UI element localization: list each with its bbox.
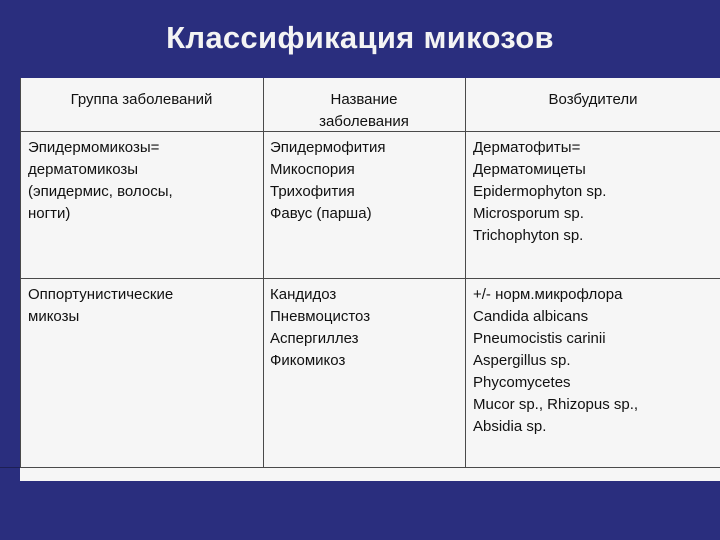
cell-line: Absidia sp. [473,418,547,435]
header-line: Группа заболеваний [70,91,213,108]
table-header-disease [263,89,465,133]
cell-line: Эпидермофития [270,139,386,156]
cell-line: Phycomycetes [473,374,571,391]
cell-line: Trichophyton sp. [473,227,584,244]
row-2-diseases [270,284,460,372]
cell-line: Фавус (парша) [270,205,372,222]
cell-line: Микоспория [270,161,355,178]
row-2-group [28,284,258,328]
table-bottom-border [20,467,720,468]
cell-line: Pneumocistis carinii [473,330,606,347]
cell-line: дерматомикозы [28,161,139,178]
cell-line: Candida albicans [473,308,589,325]
cell-line: Дерматомицеты [473,161,586,178]
cell-line: микозы [28,308,80,325]
bottom-footer-strip [0,481,720,540]
header-line: заболевания [319,113,409,130]
row-1-agents [473,137,713,247]
slide-header [0,0,720,78]
cell-line: Пневмоцистоз [270,308,371,325]
column-divider-1 [263,78,264,467]
cell-line: Дерматофиты= [473,139,581,156]
cell-line: Трихофития [270,183,355,200]
cell-line: (эпидермис, волосы, [28,183,173,200]
cell-line: Аспергиллез [270,330,359,347]
row-divider [20,278,720,279]
column-divider-2 [465,78,466,467]
page-title: Классификация микозов [166,20,554,55]
cell-line: Microsporum sp. [473,205,584,222]
row-1-diseases [270,137,460,225]
row-1-group [28,137,258,225]
table-header-agents [465,89,720,111]
cell-line: Оппортунистические [28,286,174,303]
cell-line: Эпидермомикозы= [28,139,160,156]
cell-line: Mucor sp., Rhizopus sp., [473,396,639,413]
header-line: Название [330,91,398,108]
header-line: Возбудители [548,91,638,108]
row-2-agents [473,284,713,438]
cell-line: Epidermophyton sp. [473,183,607,200]
cell-line: Aspergillus sp. [473,352,571,369]
table-border-left [20,78,21,467]
cell-line: +/- норм.микрофлора [473,286,623,303]
table-header-group [20,89,263,111]
table-bottom-band [0,467,720,482]
cell-line: Кандидоз [270,286,337,303]
cell-line: ногти) [28,205,71,222]
cell-line: Фикомикоз [270,352,346,369]
